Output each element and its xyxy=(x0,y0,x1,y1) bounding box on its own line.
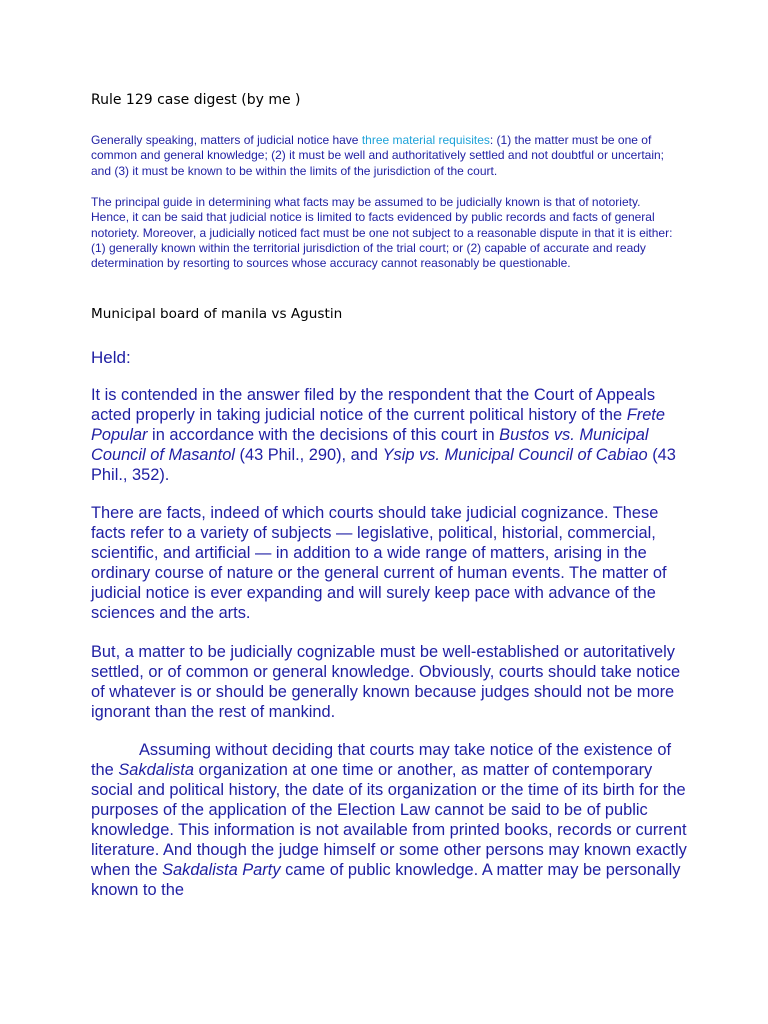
intro-text-start: Generally speaking, matters of judicial notice have xyxy=(91,133,362,147)
p1-italic-2: Bustos vs. Municipal Council of Masantol xyxy=(91,426,649,464)
held-paragraph-2: There are facts, indeed of which courts should take judicial cognizance. These facts refer to a variety of subjects — legislative, political, historial, commercial, scientific, and artificial — in addition to a wide range of matters, arising in the ordinary course of nature or the general current of human events. The matter of judicial notice is ever expanding and will surely keep pace with advance of the sciences and the arts. xyxy=(91,504,667,622)
intro-paragraph xyxy=(91,133,681,179)
document-title: Rule 129 case digest (by me ) xyxy=(91,92,301,108)
p1-text-3: (43 Phil., 290), and xyxy=(234,446,383,464)
p1-italic-3: Ysip vs. Municipal Council of Cabiao xyxy=(382,446,648,464)
guide-paragraph: The principal guide in determining what facts may be assumed to be judicially known is that of notoriety. Hence, it can be said that judicial notice is limited to facts evidenced by public records and facts of general notoriety. Moreover, a judicially noticed fact must be one not subject to a reasonable dispute in that it is either: (1) generally known within the territorial jurisdiction of the trial court; or (2) capable of accurate and ready determination by resorting to sources whose accuracy cannot reasonably be questionable. xyxy=(91,195,673,271)
held-label: Held: xyxy=(91,348,131,367)
p4-text-3: came of public knowledge. A matter may be personally known to the xyxy=(91,861,681,899)
case-title: Municipal board of manila vs Agustin xyxy=(91,306,343,322)
p1-text-4: (43 Phil., 352). xyxy=(91,446,676,484)
p4-text-2: organization at one time or another, as matter of contemporary social and political history, the date of its organization or the time of its birth for the purposes of the application of the Election Law cannot be said to be of public knowledge. This information is not available from printed books, records or current literature. And though the judge himself or some other persons may known exactly when the xyxy=(91,761,687,879)
held-paragraph-4 xyxy=(91,740,691,900)
highlighted-phrase: three material requisites xyxy=(361,133,490,147)
p1-text-2: in accordance with the decisions of this court in xyxy=(147,426,500,444)
p4-italic-2: Sakdalista Party xyxy=(162,861,281,879)
p4-italic-1: Sakdalista xyxy=(118,761,194,779)
held-paragraph-1 xyxy=(91,385,691,485)
p1-text-1: It is contended in the answer filed by the respondent that the Court of Appeals acted properly in taking judicial notice of the current political history of the xyxy=(91,386,656,424)
p4-text-1: Assuming without deciding that courts may take notice of the existence of the xyxy=(91,741,672,779)
intro-text-end: : (1) the matter must be one of common and general knowledge; (2) it must be well and authoritatively settled and not doubtful or uncertain; and (3) it must be known to be within the limits of the jurisdiction of the court. xyxy=(91,133,664,178)
held-paragraph-3: But, a matter to be judicially cognizable must be well-established or autoritatively settled, or of common or general knowledge. Obviously, courts should take notice of whatever is or should be generally known because judges should not be more ignorant than the rest of mankind. xyxy=(91,643,681,721)
p1-italic-1: Frete Popular xyxy=(91,406,665,444)
